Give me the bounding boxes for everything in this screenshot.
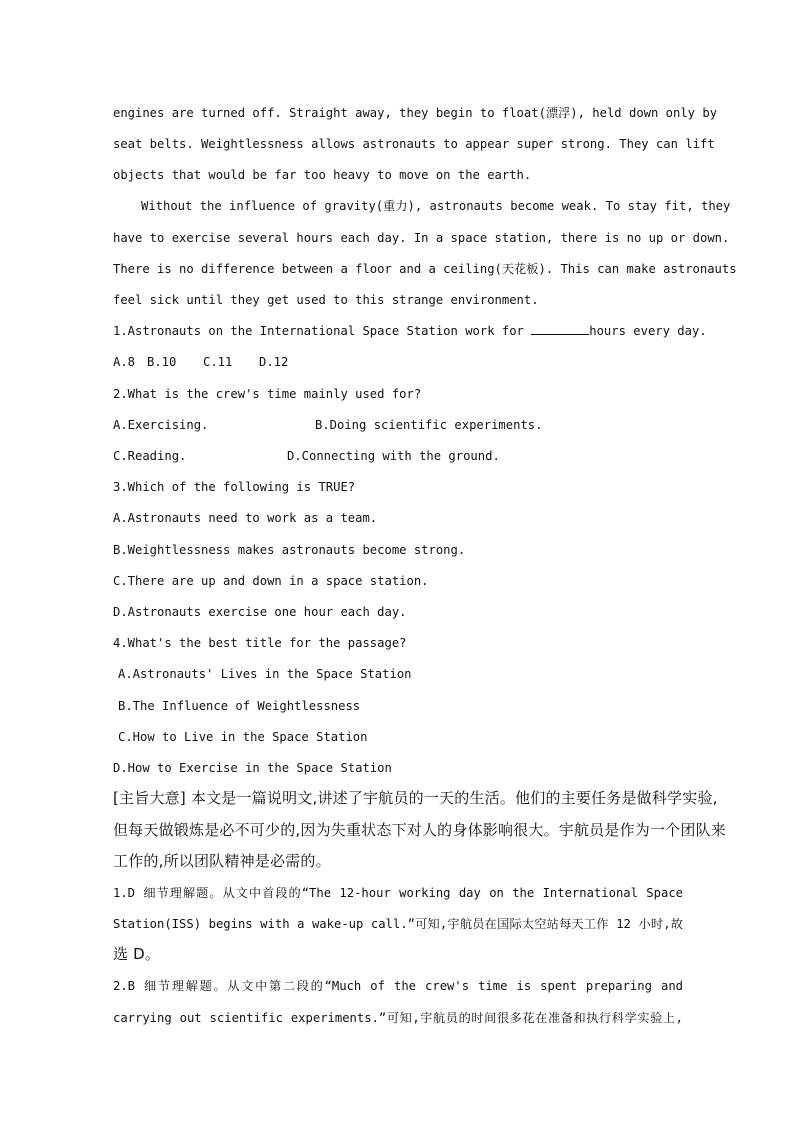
option-d: D.Connecting with the ground. — [287, 449, 500, 463]
question-4-option-b: B.The Influence of Weightlessness — [118, 699, 361, 713]
question-4-option-d: D.How to Exercise in the Space Station — [113, 761, 392, 775]
question-3-option-a: A.Astronauts need to work as a team. — [113, 511, 378, 525]
question-1-stem: 1.Astronauts on the International Space Station work for hours every day. — [113, 324, 707, 338]
answer-1-explanation: Station(ISS) begins with a wake-up call.”可知,宇航员在国际太空站每天工作 12 小时,故 — [113, 917, 683, 931]
passage-line: Without the influence of gravity(重力), astronauts become weak. To stay fit, they — [141, 199, 731, 213]
question-4-stem: 4.What's the best title for the passage? — [113, 636, 407, 650]
question-3-option-d: D.Astronauts exercise one hour each day. — [113, 605, 407, 619]
question-2-options-cd — [113, 447, 683, 465]
question-2-stem: 2.What is the crew's time mainly used for? — [113, 387, 422, 401]
analysis-summary: 但每天做锻炼是必不可少的,因为失重状态下对人的身体影响很大。宇航员是作为一个团队来 — [113, 821, 726, 839]
option-a: A.Exercising. — [113, 418, 209, 432]
question-4-option-a: A.Astronauts' Lives in the Space Station — [118, 667, 412, 681]
question-3-option-b: B.Weightlessness makes astronauts become strong. — [113, 543, 466, 557]
analysis-summary: [主旨大意] 本文是一篇说明文,讲述了宇航员的一天的生活。他们的主要任务是做科学实验, — [113, 789, 718, 807]
option-d: D.12 — [259, 355, 289, 369]
option-b: B.Doing scientific experiments. — [315, 418, 543, 432]
passage-line: have to exercise several hours each day. In a space station, there is no up or down. — [113, 231, 730, 245]
passage-line: engines are turned off. Straight away, they begin to float(漂浮), held down only by — [113, 106, 718, 120]
answer-1-explanation: 1.D 细节理解题。从文中首段的“The 12-hour working day on the International Space — [113, 886, 683, 900]
answer-1-explanation: 选 D。 — [113, 945, 161, 963]
answer-2-explanation: carrying out scientific experiments.”可知,宇航员的时间很多花在准备和执行科学实验上, — [113, 1011, 683, 1025]
question-3-option-c: C.There are up and down in a space station. — [113, 574, 429, 588]
option-c: C.11 — [203, 355, 233, 369]
passage-line: seat belts. Weightlessness allows astronauts to appear super strong. They can lift — [113, 137, 715, 151]
analysis-summary: 工作的,所以团队精神是必需的。 — [113, 852, 331, 870]
option-c: C.Reading. — [113, 449, 187, 463]
passage-line: feel sick until they get used to this strange environment. — [113, 293, 539, 307]
question-1-options — [113, 353, 683, 371]
question-4-option-c: C.How to Live in the Space Station — [118, 730, 368, 744]
question-3-stem: 3.Which of the following is TRUE? — [113, 480, 356, 494]
passage-line: objects that would be far too heavy to move on the earth. — [113, 168, 532, 182]
passage-line: There is no difference between a floor and a ceiling(天花板). This can make astronauts — [113, 262, 737, 276]
option-a: A.8 — [113, 355, 136, 369]
question-2-options-ab — [113, 416, 683, 434]
option-b: B.10 — [147, 355, 177, 369]
answer-2-explanation: 2.B 细节理解题。从文中第二段的“Much of the crew's time is spent preparing and — [113, 979, 683, 993]
answer-blank — [531, 324, 589, 335]
